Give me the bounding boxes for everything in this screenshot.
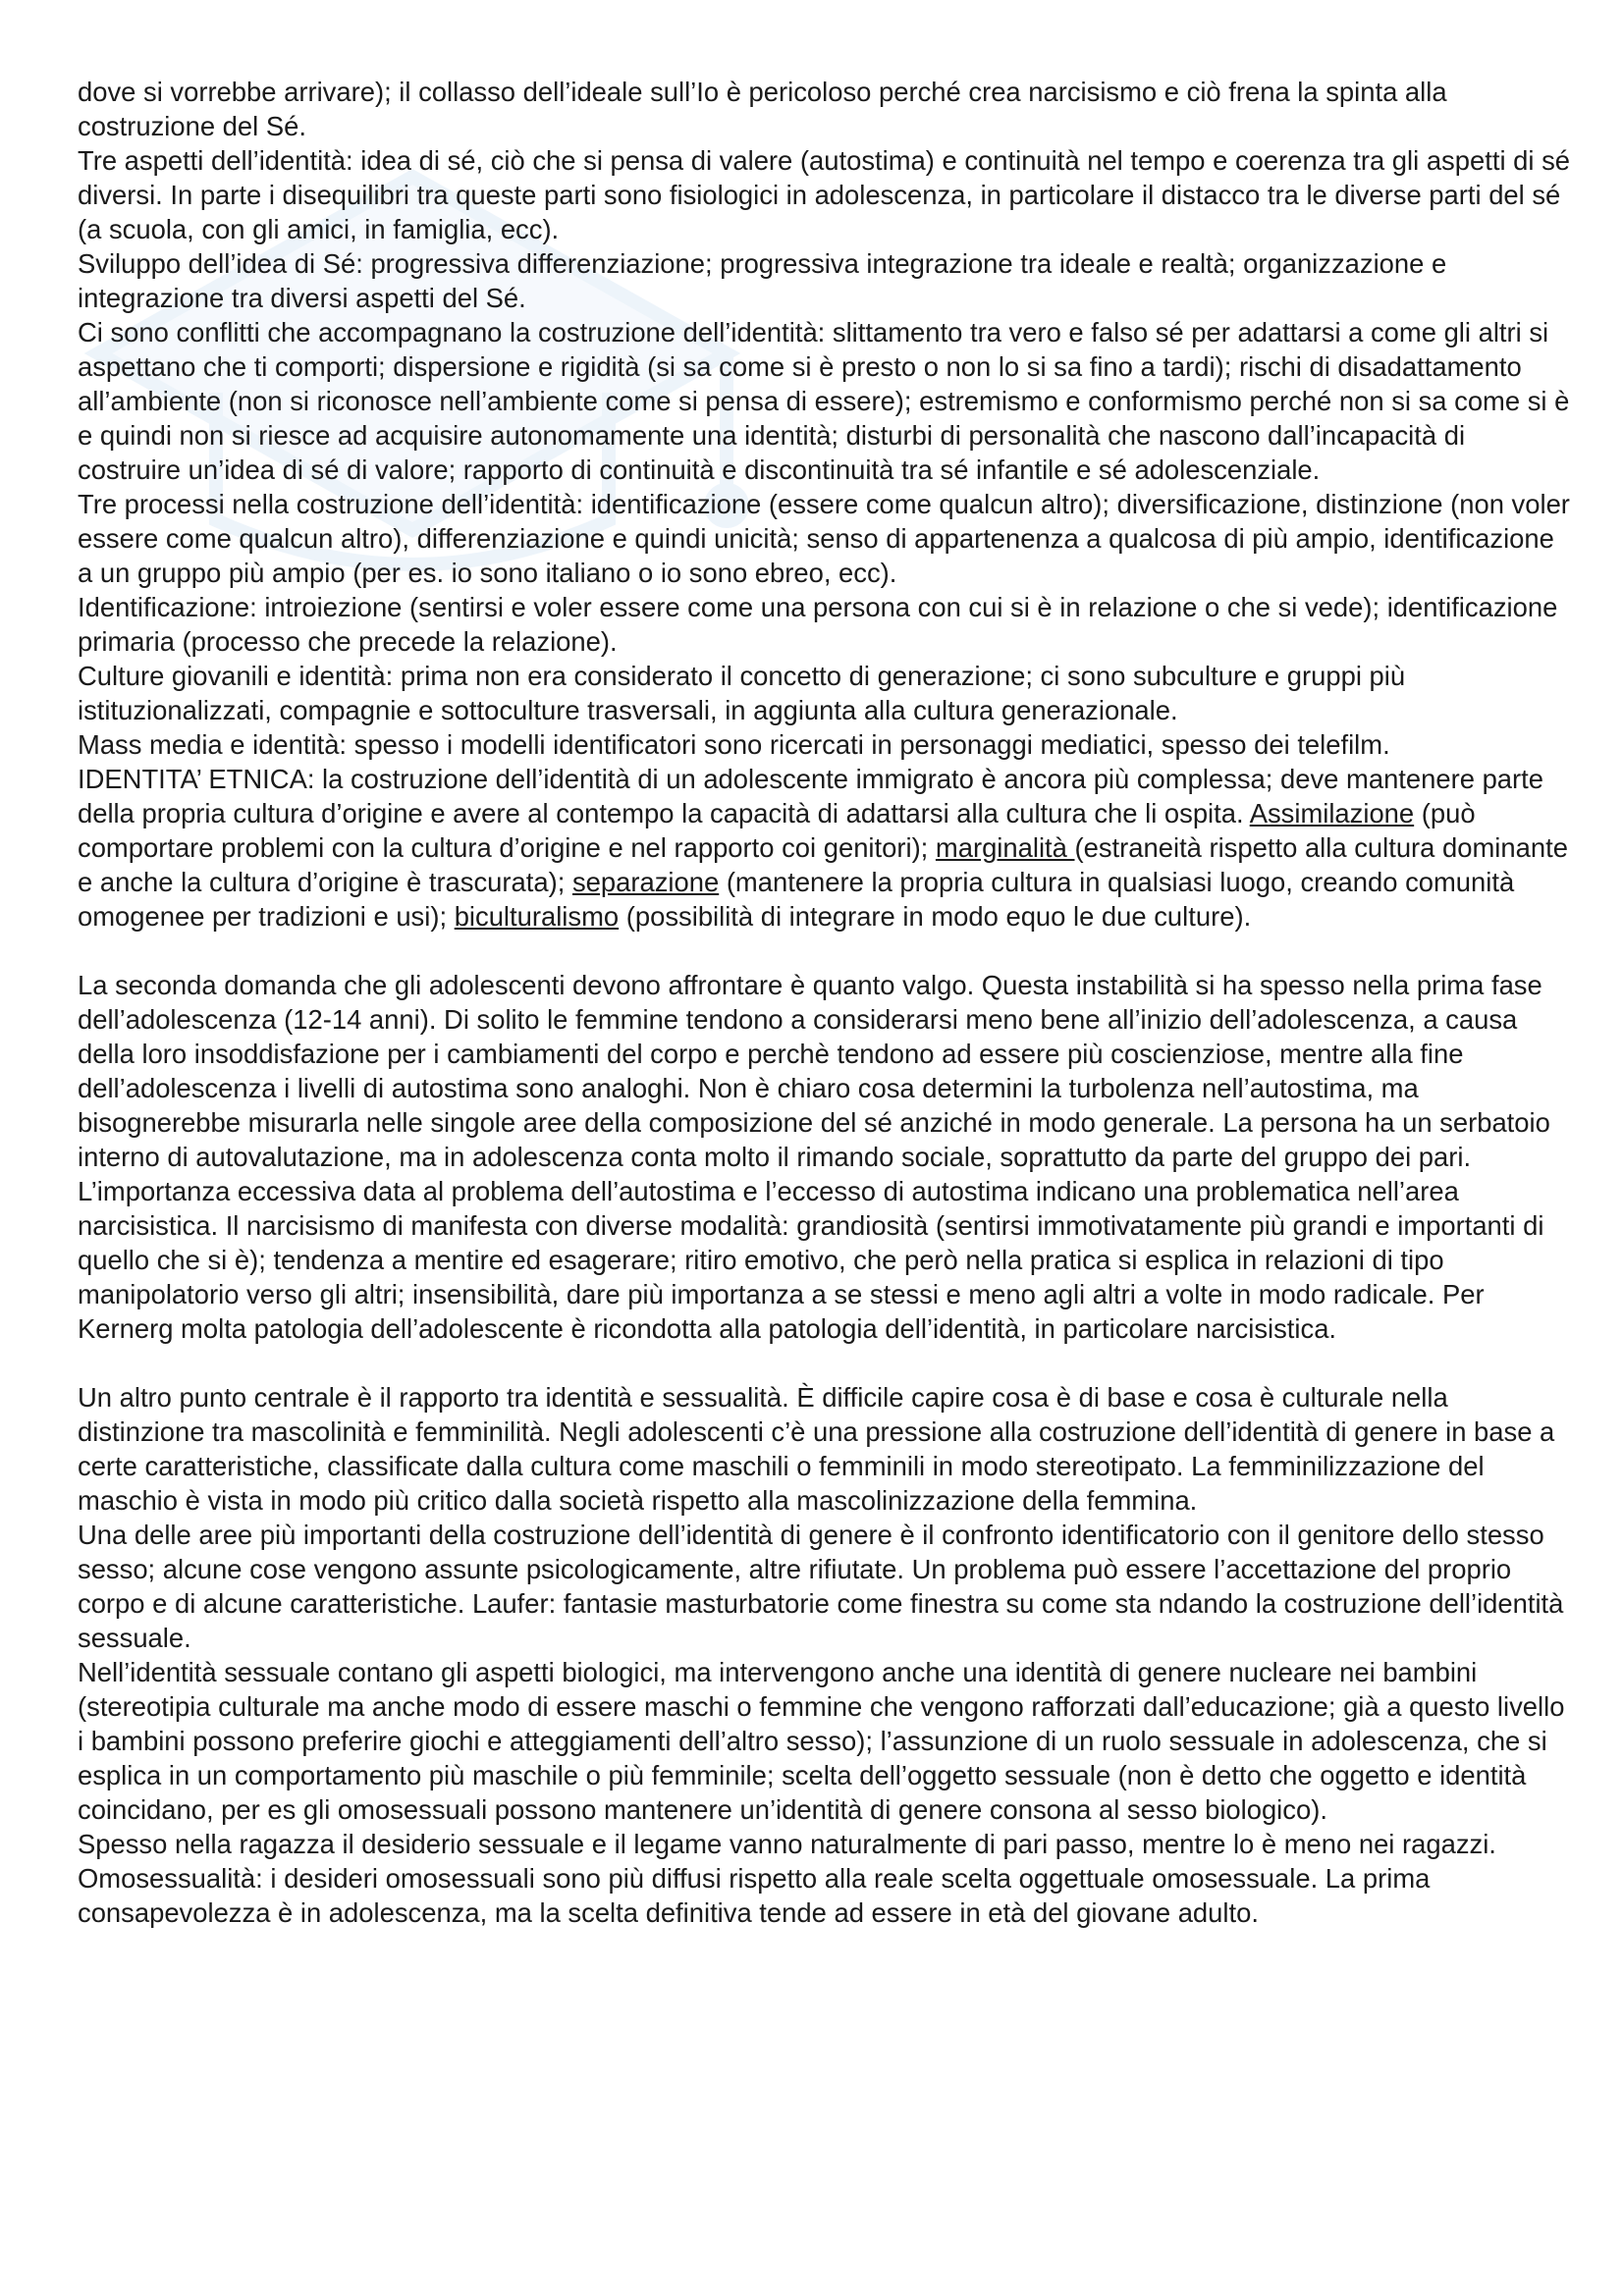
paragraph: Ci sono conflitti che accompagnano la costruzione dell’identità: slittamento tra vero e falso sé per adattarsi a come gli altri si aspettano che ti comporti; dispersione e rigidità (si sa come si è presto o non lo si sa fino a tardi); rischi di disadattamento all’ambiente (non si riconosce nell’ambiente come si pensa di essere); estremismo e conformismo perché non si sa come si è e quindi non si riesce ad acquisire autonomamente una identità; disturbi di personalità che nascono dall’incapacità di costruire un’idea di sé di valore; rapporto di continuità e discontinuità tra sé infantile e sé adolescenziale. [78, 317, 1570, 485]
paragraph: Omosessualità: i desideri omosessuali sono più diffusi rispetto alla reale scelta oggettuale omosessuale. La prima consapevolezza è in adolescenza, ma la scelta definitiva tende ad essere in età del giovane adulto. [78, 1863, 1431, 1928]
text-run: IDENTITA’ ETNICA: la costruzione dell’identità di un adolescente immigrato è ancora più complessa; deve mantenere parte della propria cultura d’origine e avere al contempo la capacità di adattarsi alla cultura che li ospita. [78, 764, 1544, 828]
text-run: (estraneità rispetto alla cultura dominante e anche la cultura d’origine è trascurata); [78, 832, 1568, 897]
paragraph: Identificazione: introiezione (sentirsi e voler essere come una persona con cui si è in relazione o che si vede); identificazione primaria (processo che precede la relazione). [78, 592, 1558, 657]
text-run: (può comportare problemi con la cultura d’origine e nel rapporto coi genitori); [78, 798, 1476, 863]
blank-line [78, 934, 1570, 968]
paragraph: L’importanza eccessiva data al problema dell’autostima e l’eccesso di autostima indicano una problematica nell’area narcisistica. Il narcisismo di manifesta con diverse modalità: grandiosità (sentirsi immotivatamente più grandi e importanti di quello che si è); tendenza a mentire ed esagerare; ritiro emotivo, che però nella pratica si esplica in relazioni di tipo manipolatorio verso gli altri; insensibilità, dare più importanza a se stessi e meno agli altri a volte in modo radicale. Per Kernerg molta patologia dell’adolescente è ricondotta alla patologia dell’identità, in particolare narcisistica. [78, 1176, 1544, 1344]
paragraph: Mass media e identità: spesso i modelli identificatori sono ricercati in personaggi mediatici, spesso dei telefilm. [78, 729, 1390, 760]
paragraph: La seconda domanda che gli adolescenti devono affrontare è quanto valgo. Questa instabilità si ha spesso nella prima fase dell’adolescenza (12-14 anni). Di solito le femmine tendono a considerarsi meno bene all’inizio dell’adolescenza, a causa della loro insoddisfazione per i cambiamenti del corpo e perchè tendono ad essere più coscienziose, mentre alla fine dell’adolescenza i livelli di autostima sono analoghi. Non è chiaro cosa determini la turbolenza nell’autostima, ma bisognerebbe misurarla nelle singole aree della composizione del sé anziché in modo generale. La persona ha un serbatoio interno di autovalutazione, ma in adolescenza conta molto il rimando sociale, soprattutto da parte del gruppo dei pari. [78, 970, 1550, 1172]
paragraph-identita-etnica [78, 762, 1570, 934]
underlined-term: separazione [571, 867, 720, 897]
underlined-term: Assimilazione [1249, 798, 1415, 828]
paragraph: Nell’identità sessuale contano gli aspetti biologici, ma intervengono anche una identità di genere nucleare nei bambini (stereotipia culturale ma anche modo di essere maschi o femmine che vengono rafforzati dall’educazione; già a questo livello i bambini possono preferire giochi e atteggiamenti dell’altro sesso); l’assunzione di un ruolo sessuale in adolescenza, che si esplica in un comportamento più maschile o più femminile; scelta dell’oggetto sessuale (non è detto che oggetto e identità coincidano, per es gli omosessuali possono mantenere un’identità di genere consona al sesso biologico). [78, 1657, 1565, 1825]
paragraph: dove si vorrebbe arrivare); il collasso dell’ideale sull’Io è pericoloso perché crea narcisismo e ciò frena la spinta alla costruzione del Sé. [78, 77, 1447, 141]
text-run: (mantenere la propria cultura in qualsiasi luogo, creando comunità omogenee per tradizioni e usi); [78, 867, 1515, 932]
text-run: (possibilità di integrare in modo equo le due culture). [619, 901, 1252, 932]
underlined-term: biculturalismo [454, 901, 620, 932]
blank-line [78, 1346, 1570, 1380]
underlined-term: marginalità [935, 832, 1075, 863]
paragraph: Culture giovanili e identità: prima non era considerato il concetto di generazione; ci sono subculture e gruppi più istituzionalizzati, compagnie e sottoculture trasversali, in aggiunta alla cultura generazionale. [78, 661, 1406, 725]
paragraph: Spesso nella ragazza il desiderio sessuale e il legame vanno naturalmente di pari passo, mentre lo è meno nei ragazzi. [78, 1829, 1496, 1859]
paragraph: Un altro punto centrale è il rapporto tra identità e sessualità. È difficile capire cosa è di base e cosa è culturale nella distinzione tra mascolinità e femminilità. Negli adolescenti c’è una pressione alla costruzione dell’identità di genere in base a certe caratteristiche, classificate dalla cultura come maschili o femminili in modo stereotipato. La femminilizzazione del maschio è vista in modo più critico dalla società rispetto alla mascolinizzazione della femmina. [78, 1382, 1555, 1516]
document-page [78, 75, 1570, 1930]
paragraph: Tre processi nella costruzione dell’identità: identificazione (essere come qualcun altro); diversificazione, distinzione (non voler essere come qualcun altro), differenziazione e quindi unicità; senso di appartenenza a qualcosa di più ampio, identificazione a un gruppo più ampio (per es. io sono italiano o io sono ebreo, ecc). [78, 489, 1570, 588]
paragraph: Sviluppo dell’idea di Sé: progressiva differenziazione; progressiva integrazione tra ideale e realtà; organizzazione e integrazione tra diversi aspetti del Sé. [78, 248, 1447, 313]
paragraph: Una delle aree più importanti della costruzione dell’identità di genere è il confronto identificatorio con il genitore dello stesso sesso; alcune cose vengono assunte psicologicamente, altre rifiutate. Un problema può essere l’accettazione del proprio corpo e di alcune caratteristiche. Laufer: fantasie masturbatorie come finestra su come sta ndando la costruzione dell’identità sessuale. [78, 1520, 1564, 1653]
paragraph: Tre aspetti dell’identità: idea di sé, ciò che si pensa di valere (autostima) e continuità nel tempo e coerenza tra gli aspetti di sé diversi. In parte i disequilibri tra queste parti sono fisiologici in adolescenza, in particolare il distacco tra le diverse parti del sé (a scuola, con gli amici, in famiglia, ecc). [78, 145, 1570, 244]
